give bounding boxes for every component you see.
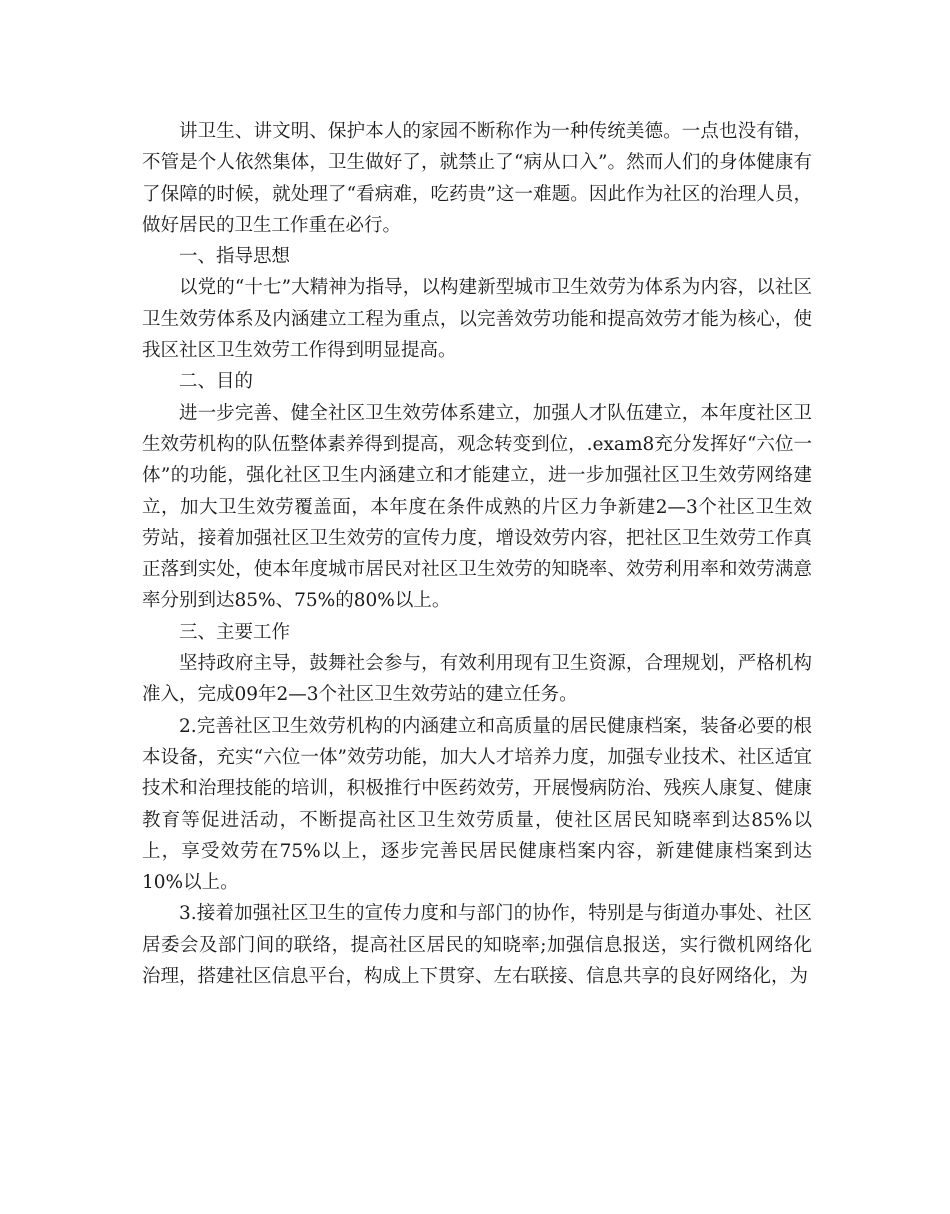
- section-heading-main-work: 三、主要工作: [179, 621, 291, 643]
- section-heading-guiding-ideology: 一、指导思想: [179, 246, 291, 268]
- guiding-ideology-paragraph: 以党的“十七”大精神为指导，以构建新型城市卫生效劳为体系为内容，以社区卫生效劳体系及内涵建立工程为重点，以完善效劳功能和提高效劳才能为核心，使我区社区卫生效劳工作得到明显提高。: [142, 277, 812, 362]
- main-work-paragraph-3: 3.接着加强社区卫生的宣传力度和与部门的协作，特别是与街道办事处、社区居委会及部门间的联络，提高社区居民的知晓率;加强信息报送，实行微机网络化治理，搭建社区信息平台，构成上下贯穿、左右联接、信息共享的良好网络化，为: [142, 903, 812, 988]
- document-body: [142, 116, 812, 992]
- section-heading-goals: 二、目的: [179, 371, 254, 393]
- goals-paragraph: 进一步完善、健全社区卫生效劳体系建立，加强人才队伍建立，本年度社区卫生效劳机构的队伍整体素养得到提高，观念转变到位，.exam8充分发挥好“六位一体”的功能，强化社区卫生内涵建立和才能建立，进一步加强社区卫生效劳网络建立，加大卫生效劳覆盖面，本年度在条件成熟的片区力争新建2—3个社区卫生效劳站，接着加强社区卫生效劳的宣传力度，增设效劳内容，把社区卫生效劳工作真正落到实处，使本年度城市居民对社区卫生效劳的知晓率、效劳利用率和效劳满意率分别到达85%、75%的80%以上。: [142, 402, 812, 612]
- main-work-paragraph-1: 坚持政府主导，鼓舞社会参与，有效利用现有卫生资源，合理规划，严格机构准入，完成09年2—3个社区卫生效劳站的建立任务。: [142, 653, 812, 706]
- intro-paragraph: 讲卫生、讲文明、保护本人的家园不断称作为一种传统美德。一点也没有错，不管是个人依然集体，卫生做好了，就禁止了“病从口入”。然而人们的身体健康有了保障的时候，就处理了“看病难，吃药贵”这一难题。因此作为社区的治理人员，做好居民的卫生工作重在必行。: [142, 121, 812, 236]
- main-work-paragraph-2: 2.完善社区卫生效劳机构的内涵建立和高质量的居民健康档案，装备必要的根本设备，充实“六位一体”效劳功能，加大人才培养力度，加强专业技术、社区适宜技术和治理技能的培训，积极推行中医药效劳，开展慢病防治、残疾人康复、健康教育等促进活动，不断提高社区卫生效劳质量，使社区居民知晓率到达85%以上，享受效劳在75%以上，逐步完善民居民健康档案内容，新建健康档案到达10%以上。: [142, 715, 812, 894]
